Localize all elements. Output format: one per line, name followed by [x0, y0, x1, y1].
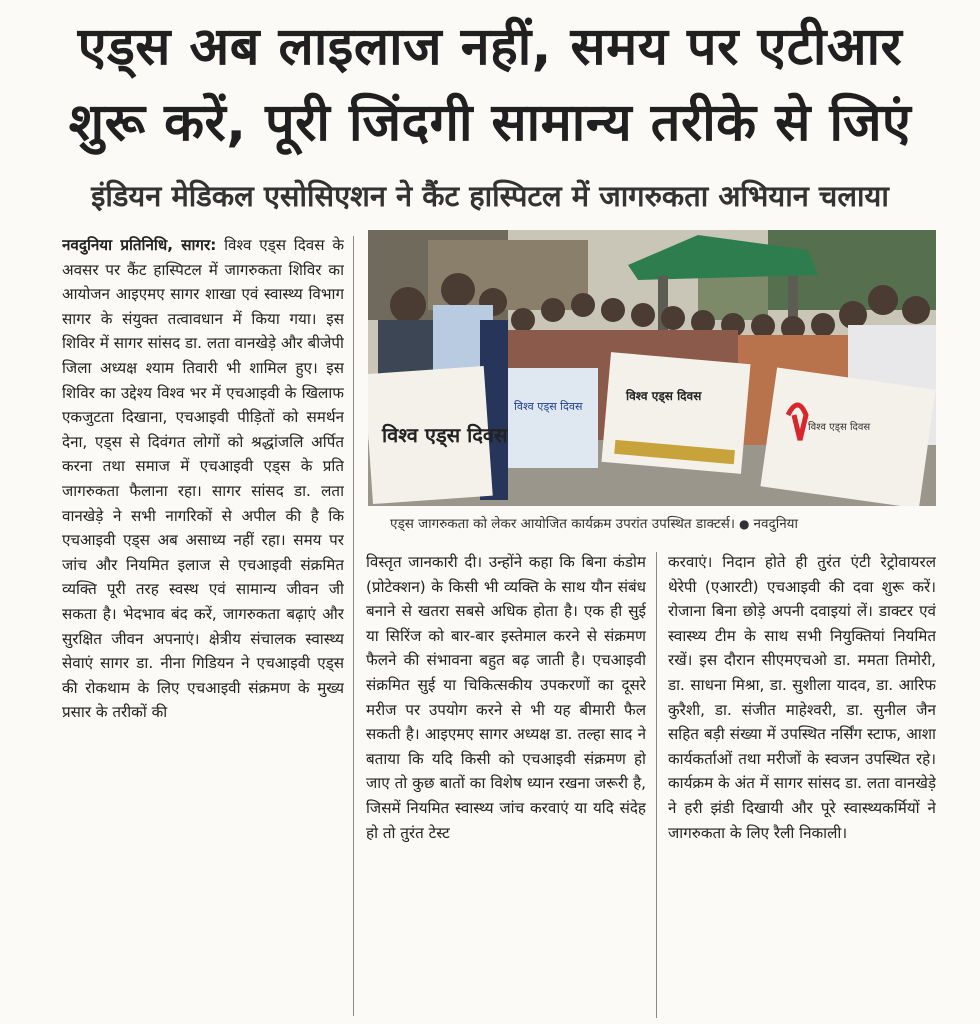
byline: नवदुनिया प्रतिनिधि, सागर:	[62, 236, 217, 254]
subheadline: इंडियन मेडिकल एसोसिएशन ने कैंट हास्पिटल में जागरुकता अभियान चलाया	[91, 179, 889, 213]
article-column-3	[668, 550, 936, 1020]
column-divider-2	[656, 552, 657, 1018]
photo-caption	[390, 514, 936, 532]
article-column-1	[62, 233, 344, 1023]
column-divider-1	[353, 236, 354, 1016]
banner-left-text: विश्व एड्स दिवस	[382, 423, 508, 447]
caption-text: एड्स जागरुकता को लेकर आयोजित कार्यक्रम उपरांत उपस्थित डाक्टर्स।	[390, 516, 736, 532]
bullet-icon: ●	[739, 517, 750, 531]
banner-center-text: विश्व एड्स दिवस	[626, 389, 702, 403]
article-column-2	[366, 550, 646, 1020]
column-3-text: करवाएं। निदान होते ही तुरंत एंटी रेट्रोवायरल थेरेपी (एआरटी) एचआइवी की दवा शुरू करें। रोजाना बिना छोड़े अपनी दवाइयां लें। डाक्टर एवं स्वास्थ्य टीम के साथ सभी नियुक्तियां नियमित रखें। इस दौरान सीएमएचओ डा. ममता तिमोरी, डा. साधना मिश्रा, डा. सुशीला यादव, डा. आरिफ कुरैशी, डा. संजीत माहेश्वरी, डा. सुनील जैन सहित बड़ी संख्या में उपस्थित नर्सिंग स्टाफ, आशा कार्यकर्ताओं तथा मरीजों के स्वजन उपस्थित रहे। कार्यक्रम के अंत में सागर सांसद डा. लता वानखेड़े ने हरी झंडी दिखायी और पूरे स्वास्थ्यकर्मियों ने जागरुकता के लिए रैली निकाली।	[668, 553, 936, 842]
news-photo	[368, 230, 936, 506]
headline-line-2: शुरू करें, पूरी जिंदगी सामान्य तरीके से जिएं	[68, 93, 912, 153]
photo-credit: नवदुनिया	[753, 516, 799, 532]
banner-center-left-text: विश्व एड्स दिवस	[514, 400, 583, 413]
banner-right-text: विश्व एड्स दिवस	[808, 422, 871, 433]
column-1-text: विश्व एड्स दिवस के अवसर पर कैंट हास्पिटल में जागरुकता शिविर का आयोजन आइएमए सागर शाखा एवं स्वास्थ्य विभाग सागर के संयुक्त तत्वावधान में किया गया। इस शिविर में सागर सांसद डा. लता वानखेड़े और बीजेपी जिला अध्यक्ष श्याम तिवारी भी शामिल हुए। इस शिविर का उद्देश्य विश्व भर में एचआइवी के खिलाफ एकजुटता दिखाना, एचआइवी पीड़ितों को समर्थन देना, एड्स से दिवंगत लोगों को श्रद्धांजलि अर्पित करना तथा समाज में एचआइवी एड्स के प्रति जागरुकता फैलाना रहा। सागर सांसद डा. लता वानखेड़े ने सभी नागरिकों से अपील की है कि एचआइवी एड्स अब असाध्य नहीं रहा। समय पर जांच और नियमित इलाज से एचआइवी संक्रमित व्यक्ति पूरी तरह स्वस्थ एवं सामान्य जीवन जी सकता है। भेदभाव बंद करें, जागरुकता बढ़ाएं और सुरक्षित जीवन अपनाएं। क्षेत्रीय संचालक स्वास्थ्य सेवाएं सागर डा. नीना गिडियन ने एचआइवी एड्स की रोकथाम के लिए एचआइवी संक्रमण के मुख्य प्रसार के तरीकों की	[62, 236, 344, 722]
headline-line-1: एड्स अब लाइलाज नहीं, समय पर एटीआर	[77, 17, 903, 77]
column-2-text: विस्तृत जानकारी दी। उन्होंने कहा कि बिना कंडोम (प्रोटेक्शन) के किसी भी व्यक्ति के साथ यौन संबंध बनाने से खतरा सबसे अधिक होता है। एक ही सुई या सिरिंज को बार-बार इस्तेमाल करने से संक्रमण फैलने की संभावना बहुत बढ़ जाती है। एचआइवी संक्रमित सुई या चिकित्सकीय उपकरणों का दूसरे मरीज पर उपयोग करने से भी यह बीमारी फैल सकती है। आइएमए सागर अध्यक्ष डा. तल्हा साद ने बताया कि यदि किसी को एचआइवी संक्रमण हो जाए तो कुछ बातों का विशेष ध्यान रखना जरूरी है, जिसमें नियमित स्वास्थ्य जांच करवाएं या यदि संदेह हो तो तुरंत टेस्ट	[366, 553, 646, 842]
